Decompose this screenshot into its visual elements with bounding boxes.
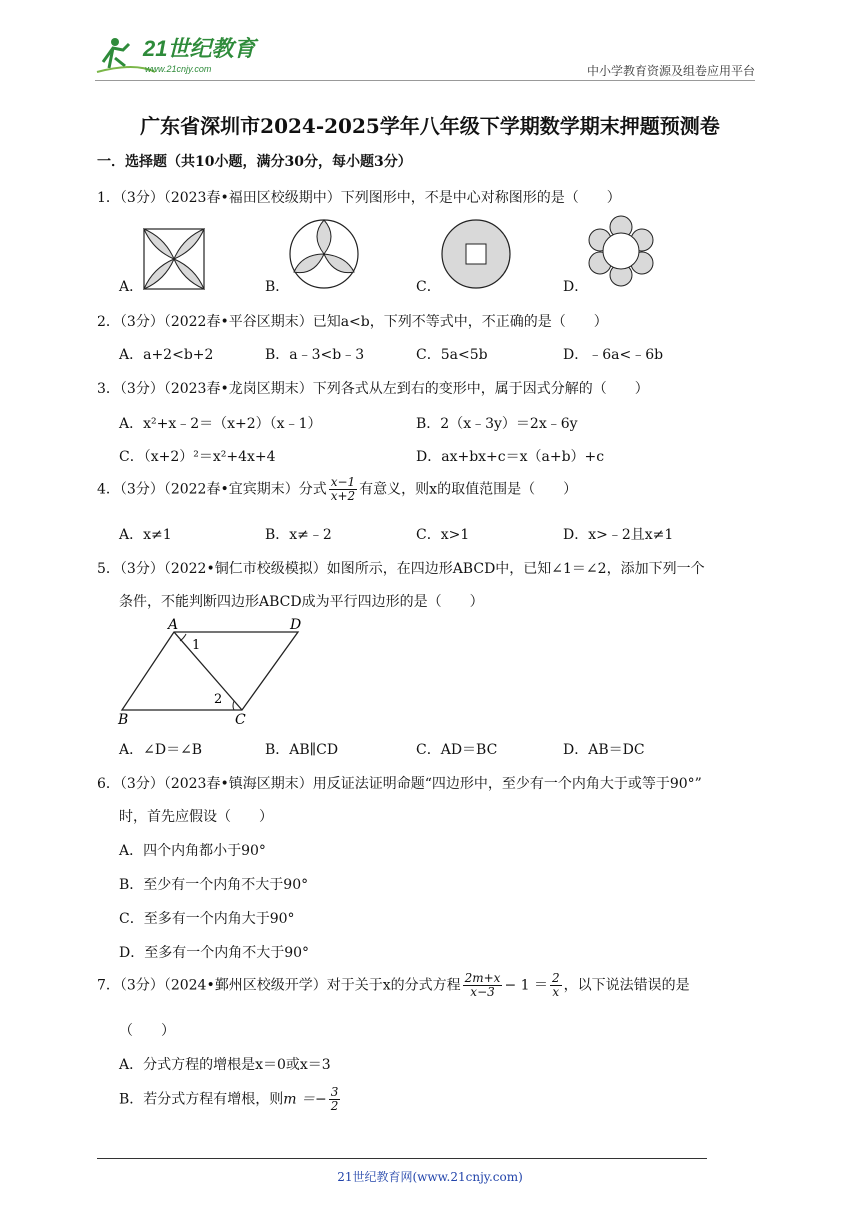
q5-option-b: B．AB∥CD bbox=[265, 742, 339, 758]
q5-label-d: D bbox=[290, 617, 302, 633]
header-rule bbox=[95, 80, 755, 81]
q1-option-d: D． bbox=[563, 279, 589, 295]
q7-num1: 2m+x bbox=[464, 971, 501, 985]
q5-figure bbox=[112, 614, 312, 729]
q1-option-c: C． bbox=[416, 279, 441, 295]
footer-rule bbox=[97, 1158, 707, 1159]
q3-option-b: B．2（x﹣3y）＝2x﹣6y bbox=[416, 416, 578, 432]
q4-option-d: D．x>﹣2且x≠1 bbox=[563, 527, 674, 543]
q7-den1: x−3 bbox=[470, 985, 495, 1000]
q7-mid: − 1 ＝ bbox=[504, 977, 548, 994]
q3-option-a: A．x²+x﹣2＝（x+2）（x﹣1） bbox=[119, 416, 322, 432]
q7-optb-den: 2 bbox=[330, 1099, 339, 1114]
logo bbox=[95, 32, 265, 78]
q5-angle-1: 1 bbox=[192, 638, 201, 653]
question-1-stem: 1．（3分）（2023春•福田区校级期中）下列图形中，不是中心对称图形的是（ ） bbox=[97, 190, 621, 206]
q5-label-b: B bbox=[118, 712, 129, 728]
q7-num2: 2 bbox=[552, 971, 560, 985]
q5-label-c: C bbox=[235, 712, 246, 728]
q4-stem-a: 4．（3分）（2022春•宜宾期末）分式 bbox=[97, 481, 327, 498]
question-4-stem bbox=[97, 476, 577, 503]
q4-option-a: A．x≠1 bbox=[119, 527, 172, 543]
q5-option-a: A．∠D＝∠B bbox=[119, 742, 203, 758]
site-name: 中小学教育资源及组卷应用平台 bbox=[586, 64, 755, 78]
question-7-stem-2: （ ） bbox=[119, 1023, 175, 1039]
section-heading: 一．选择题（共10小题，满分30分，每小题3分） bbox=[97, 154, 412, 170]
q7-stem-a: 7．（3分）（2024•鄞州区校级开学）对于关于x的分式方程 bbox=[97, 977, 461, 994]
q6-option-d: D．至多有一个内角不大于90° bbox=[119, 945, 310, 961]
question-6-stem-1: 6．（3分）（2023春•镇海区期末）用反证法证明命题“四边形中，至少有一个内角大于或等于90°” bbox=[97, 776, 702, 792]
question-2-stem: 2．（3分）（2022春•平谷区期末）已知a<b，下列不等式中，不正确的是（ ） bbox=[97, 314, 608, 330]
q5-option-d: D．AB＝DC bbox=[563, 742, 645, 758]
q7-option-b-fraction bbox=[329, 1086, 341, 1113]
q3-option-c: C．（x+2）²＝x²+4x+4 bbox=[119, 449, 276, 465]
q2-option-b: B．a﹣3<b﹣3 bbox=[265, 347, 365, 363]
q7-fraction-2 bbox=[550, 972, 562, 999]
question-7-stem bbox=[97, 972, 690, 999]
q4-num: x−1 bbox=[330, 475, 356, 489]
q6-option-c: C．至多有一个内角大于90° bbox=[119, 911, 295, 927]
q4-option-b: B．x≠﹣2 bbox=[265, 527, 332, 543]
q2-option-d: D．﹣6a<﹣6b bbox=[563, 347, 664, 363]
q7-stem-b: ，以下说法错误的是 bbox=[563, 977, 690, 994]
question-3-stem: 3．（3分）（2023春•龙岗区期末）下列各式从左到右的变形中，属于因式分解的（ ） bbox=[97, 381, 649, 397]
q1-option-b: B． bbox=[265, 279, 290, 295]
q4-den: x+2 bbox=[330, 489, 356, 504]
q6-option-b: B．至少有一个内角不大于90° bbox=[119, 877, 309, 893]
q5-angle-2: 2 bbox=[214, 692, 223, 707]
q5-label-a: A bbox=[168, 617, 179, 633]
q2-option-c: C．5a<5b bbox=[416, 347, 488, 363]
q7-fraction-1 bbox=[463, 972, 503, 999]
q3-option-d: D．ax+bx+c＝x（a+b）+c bbox=[416, 449, 605, 465]
q2-option-a: A．a+2<b+2 bbox=[119, 347, 214, 363]
question-5-stem-1: 5．（3分）（2022•铜仁市校级模拟）如图所示，在四边形ABCD中，已知∠1＝∠2，添加下列一个 bbox=[97, 561, 705, 577]
q4-stem-b: 有意义，则x的取值范围是（ ） bbox=[359, 481, 578, 498]
q7-option-b-text: B．若分式方程有增根，则 bbox=[119, 1091, 284, 1108]
question-6-stem-2: 时，首先应假设（ ） bbox=[119, 809, 273, 825]
q7-option-b-m: m ＝− bbox=[283, 1091, 327, 1108]
q1-figure-d bbox=[584, 214, 658, 288]
q4-option-c: C．x>1 bbox=[416, 527, 470, 543]
q1-figure-b bbox=[288, 218, 360, 290]
q1-option-a: A． bbox=[119, 279, 144, 295]
q7-option-a: A．分式方程的增根是x＝0或x＝3 bbox=[119, 1057, 331, 1073]
question-5-stem-2: 条件，不能判断四边形ABCD成为平行四边形的是（ ） bbox=[119, 594, 484, 610]
q1-figure-c bbox=[440, 218, 512, 290]
q7-option-b bbox=[119, 1086, 342, 1113]
q4-fraction bbox=[329, 476, 357, 503]
q7-den2: x bbox=[552, 985, 560, 1000]
page-title: 广东省深圳市2024-2025学年八年级下学期数学期末押题预测卷 bbox=[140, 114, 720, 138]
q1-figure-a bbox=[143, 228, 205, 290]
logo-text: 21世纪教育 bbox=[143, 36, 256, 61]
q5-option-c: C．AD＝BC bbox=[416, 742, 498, 758]
q7-optb-num: 3 bbox=[330, 1085, 339, 1099]
footer-link[interactable]: 21世纪教育网(www.21cnjy.com) bbox=[337, 1170, 523, 1184]
q6-option-a: A．四个内角都小于90° bbox=[119, 843, 266, 859]
logo-sub: www.21cnjy.com bbox=[145, 64, 212, 74]
